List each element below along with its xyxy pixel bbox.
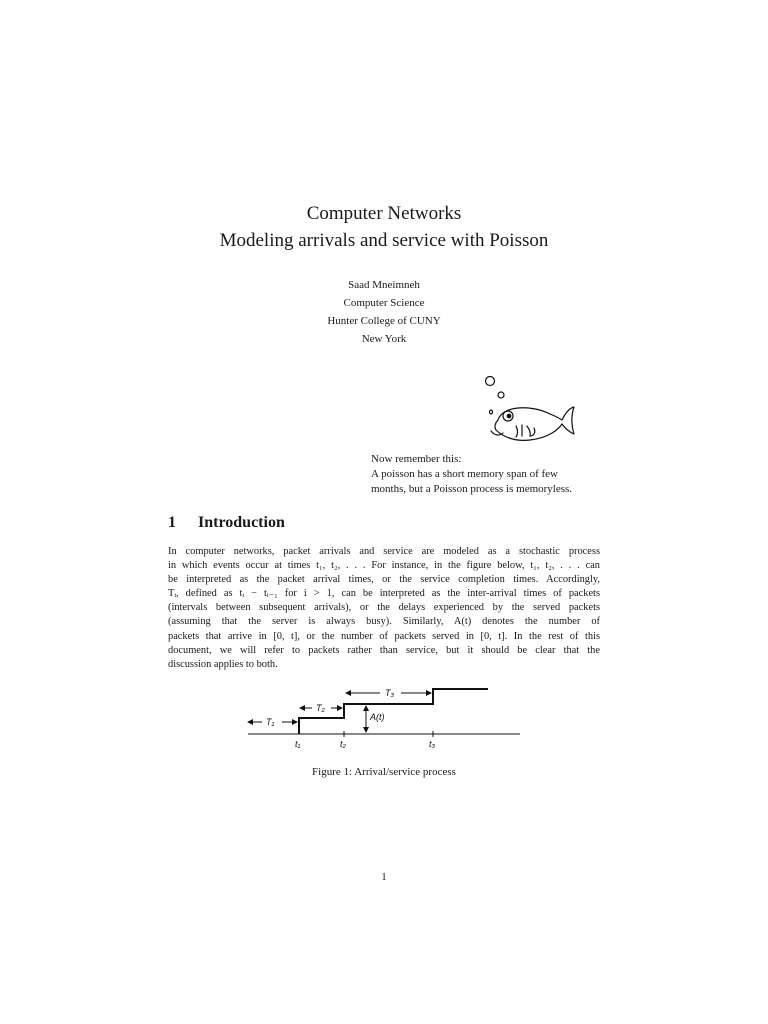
paragraph-line: packets that arrive in [0, t], or the number of packets served in [0, t]. In the rest of this (168, 630, 600, 642)
section-number: 1 (168, 514, 176, 531)
bubble-medium (498, 392, 504, 398)
epigraph-line-2: A poisson has a short memory span of few (371, 468, 558, 480)
label-T2: T₂ (316, 703, 325, 713)
bubble-small (490, 410, 493, 414)
paragraph-line: in which events occur at times t₁, t₂, . . . For instance, in the figure below, t₁, t₂, . . . can (168, 560, 600, 572)
title-line-1: Computer Networks (306, 203, 462, 224)
paragraph-line: In computer networks, packet arrivals and service are modeled as a stochastic process (168, 546, 600, 557)
figure-caption: Figure 1: Arrival/service process (312, 766, 456, 778)
paragraph-line: discussion applies to both. (168, 658, 278, 670)
fish-body (495, 407, 574, 440)
label-At: A(t) (370, 712, 385, 722)
arrival-process-figure (230, 680, 530, 755)
author-institution: Hunter College of CUNY (327, 315, 441, 327)
author-name: Saad Mneimneh (348, 279, 420, 291)
fish-fin (516, 425, 535, 437)
bubble-large (486, 377, 495, 386)
paragraph-line: (assuming that the server is always busy). Similarly, A(t) denotes the number of (168, 616, 600, 628)
paper-title (0, 200, 768, 254)
fish-illustration (478, 370, 583, 455)
section-title: Introduction (198, 514, 285, 531)
epigraph-line-3: months, but a Poisson process is memoryless. (371, 483, 573, 495)
author-block (0, 276, 768, 348)
author-location: New York (361, 333, 407, 345)
intro-paragraph (168, 545, 600, 672)
paragraph-line: be interpreted as the packet arrival times, or the service completion times. Accordingly, (168, 574, 600, 586)
section-heading (168, 514, 285, 532)
page-number: 1 (381, 871, 387, 883)
label-t2: t₂ (340, 739, 346, 749)
label-T3: T₃ (385, 688, 395, 698)
label-t3: t₃ (429, 739, 436, 749)
paragraph-line: document, we will refer to packets rather than service, but it should be clear that the (168, 644, 600, 656)
paragraph-line: (intervals between subsequent arrivals), or the delays experienced by the served packets (168, 602, 600, 614)
epigraph (371, 452, 611, 497)
label-T1: T₁ (266, 717, 275, 727)
paragraph-line: Tᵢ, defined as tᵢ − tᵢ₋₁ for i > 1, can be interpreted as the inter-arrival times of packets (168, 588, 600, 600)
epigraph-line-1: Now remember this: (371, 453, 462, 465)
fish-pupil (507, 414, 511, 418)
label-t1: t₁ (295, 739, 301, 749)
title-line-2: Modeling arrivals and service with Poisson (219, 230, 549, 251)
author-department: Computer Science (343, 297, 425, 309)
